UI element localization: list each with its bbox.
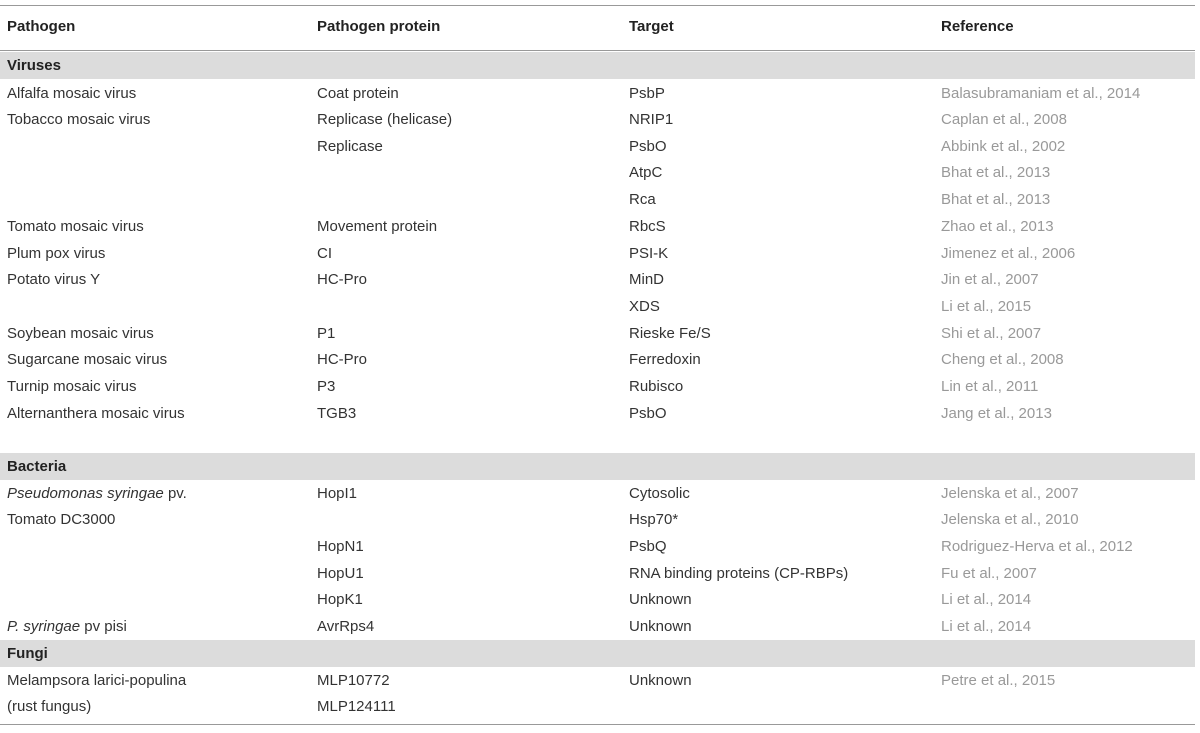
reference-cell: Fu et al., 2007	[941, 565, 1037, 582]
protein-cell: Movement protein	[317, 218, 438, 235]
target-cell: PsbO	[629, 138, 667, 155]
target-cell: Rubisco	[629, 378, 684, 395]
header-target: Target	[629, 18, 674, 35]
table-row	[0, 533, 1195, 560]
target-cell: PSI-K	[629, 245, 669, 262]
target-cell: AtpC	[629, 164, 663, 181]
target-cell: Rca	[629, 191, 656, 208]
target-cell: RNA binding proteins (CP-RBPs)	[629, 565, 849, 582]
table-row	[0, 240, 1195, 267]
table-row	[0, 159, 1195, 186]
section-label: Fungi	[7, 645, 48, 662]
pathogen-species: P. syringae	[7, 618, 81, 635]
target-cell: Cytosolic	[629, 485, 690, 502]
section-label: Viruses	[7, 57, 61, 74]
protein-cell: MLP10772	[317, 672, 390, 689]
target-cell: Ferredoxin	[629, 351, 701, 368]
pathogen-cell: Plum pox virus	[7, 245, 106, 262]
pathogen-cell: Tomato DC3000	[7, 511, 116, 528]
protein-cell: HopK1	[317, 591, 363, 608]
section-bacteria	[0, 453, 1195, 480]
table-row	[0, 186, 1195, 213]
table-row	[0, 667, 1195, 694]
section-viruses	[0, 52, 1195, 79]
protein-cell: CI	[317, 245, 332, 262]
pathogen-cell: Potato virus Y	[7, 271, 101, 288]
protein-cell: Replicase (helicase)	[317, 111, 453, 128]
reference-cell: Li et al., 2014	[941, 591, 1032, 608]
reference-cell: Jimenez et al., 2006	[941, 245, 1076, 262]
table-row	[0, 266, 1195, 293]
target-cell: PsbQ	[629, 538, 667, 555]
header-row	[0, 13, 1195, 40]
protein-cell: AvrRps4	[317, 618, 375, 635]
table-row	[0, 400, 1195, 454]
reference-cell: Jang et al., 2013	[941, 405, 1052, 422]
target-cell: MinD	[629, 271, 665, 288]
target-cell: NRIP1	[629, 111, 674, 128]
pathogen-cell: Alfalfa mosaic virus	[7, 85, 137, 102]
pathogen-cell: Soybean mosaic virus	[7, 325, 154, 342]
target-cell: PsbO	[629, 405, 667, 422]
header-reference: Reference	[941, 18, 1014, 35]
pathogen-species: Pseudomonas syringae	[7, 485, 164, 502]
pathogen-cell: Tomato mosaic virus	[7, 218, 144, 235]
reference-cell: Bhat et al., 2013	[941, 164, 1051, 181]
protein-cell: HopU1	[317, 565, 364, 582]
table-row	[0, 506, 1195, 533]
target-cell: Unknown	[629, 591, 692, 608]
table-row	[0, 106, 1195, 133]
table-row	[0, 480, 1195, 507]
top-rule	[0, 5, 1195, 6]
target-cell: PsbP	[629, 85, 665, 102]
table-row	[0, 80, 1195, 107]
protein-cell: Coat protein	[317, 85, 399, 102]
reference-cell: Jelenska et al., 2010	[941, 511, 1079, 528]
pathogen-pathovar: pv pisi	[84, 618, 127, 635]
table-row	[0, 560, 1195, 587]
reference-cell: Bhat et al., 2013	[941, 191, 1051, 208]
table-row	[0, 613, 1195, 640]
protein-cell: MLP124111	[317, 698, 396, 715]
table-row	[0, 293, 1195, 320]
reference-cell: Shi et al., 2007	[941, 325, 1042, 342]
table-row	[0, 213, 1195, 240]
reference-cell: Jelenska et al., 2007	[941, 485, 1079, 502]
table-row	[0, 320, 1195, 347]
pathogen-cell: Turnip mosaic virus	[7, 378, 137, 395]
protein-cell: HopI1	[317, 485, 358, 502]
protein-cell: HC-Pro	[317, 271, 368, 288]
header-rule	[0, 50, 1195, 51]
pathogen-cell: Melampsora larici-populina	[7, 672, 187, 689]
pathogen-cell	[7, 613, 127, 640]
header-pathogen-protein: Pathogen protein	[317, 18, 441, 35]
target-cell: Unknown	[629, 672, 692, 689]
reference-cell: Rodriguez-Herva et al., 2012	[941, 538, 1133, 555]
reference-cell: Jin et al., 2007	[941, 271, 1039, 288]
table-row	[0, 133, 1195, 160]
table-row	[0, 693, 1195, 720]
reference-cell: Petre et al., 2015	[941, 672, 1056, 689]
pathogen-cell: (rust fungus)	[7, 698, 92, 715]
header-pathogen: Pathogen	[7, 18, 76, 35]
reference-cell: Zhao et al., 2013	[941, 218, 1054, 235]
reference-cell: Caplan et al., 2008	[941, 111, 1067, 128]
protein-cell: P3	[317, 378, 336, 395]
table-row	[0, 586, 1195, 613]
pathogen-cell: Tobacco mosaic virus	[7, 111, 151, 128]
protein-cell: HopN1	[317, 538, 364, 555]
protein-cell: P1	[317, 325, 336, 342]
reference-cell: Balasubramaniam et al., 2014	[941, 85, 1141, 102]
target-cell: Rieske Fe/S	[629, 325, 711, 342]
protein-cell: Replicase	[317, 138, 383, 155]
protein-cell: HC-Pro	[317, 351, 368, 368]
target-cell: RbcS	[629, 218, 666, 235]
reference-cell: Li et al., 2015	[941, 298, 1032, 315]
reference-cell: Abbink et al., 2002	[941, 138, 1066, 155]
target-cell: XDS	[629, 298, 660, 315]
pathogen-cell: Sugarcane mosaic virus	[7, 351, 168, 368]
reference-cell: Li et al., 2014	[941, 618, 1032, 635]
table-row	[0, 373, 1195, 400]
bottom-rule	[0, 724, 1195, 725]
protein-cell: TGB3	[317, 405, 357, 422]
target-cell: Hsp70*	[629, 511, 679, 528]
target-cell: Unknown	[629, 618, 692, 635]
pathogen-cell	[7, 480, 187, 507]
pathogen-pathovar: pv.	[167, 485, 187, 502]
section-label: Bacteria	[7, 458, 67, 475]
reference-cell: Cheng et al., 2008	[941, 351, 1064, 368]
reference-cell: Lin et al., 2011	[941, 378, 1039, 395]
table-row	[0, 346, 1195, 373]
pathogen-cell: Alternanthera mosaic virus	[7, 405, 185, 422]
section-fungi	[0, 640, 1195, 667]
